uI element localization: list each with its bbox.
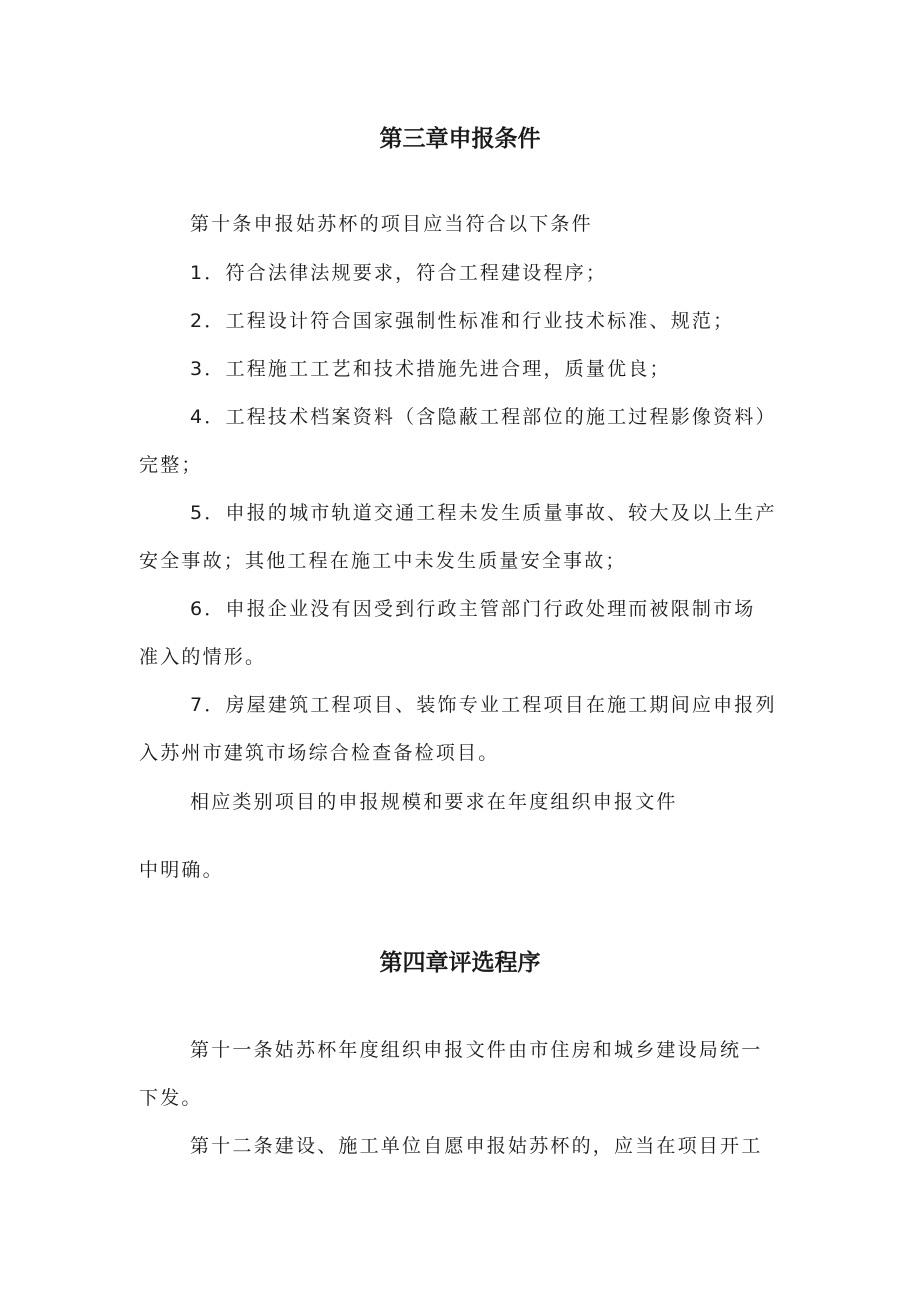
condition-item-4-line-1: 4．工程技术档案资料（含隐蔽工程部位的施工过程影像资料） [190,406,777,428]
condition-item-6-line-2: 准入的情形。 [139,646,267,668]
scale-note-line-1: 相应类别项目的申报规模和要求在年度组织申报文件 [190,791,678,813]
chapter-3-title: 第三章申报条件 [379,126,541,152]
chapter-4-title: 第四章评选程序 [379,950,541,976]
condition-item-6-line-1: 6．申报企业没有因受到行政主管部门行政处理而被限制市场 [190,598,756,620]
scale-note-line-2: 中明确。 [139,859,224,881]
condition-item-3: 3．工程施工工艺和技术措施先进合理，质量优良； [190,358,671,380]
article-11-line-2: 下发。 [139,1087,203,1109]
condition-item-5-line-2: 安全事故；其他工程在施工中未发生质量安全事故； [139,550,627,572]
condition-item-5-line-1: 5．申报的城市轨道交通工程未发生质量事故、较大及以上生产 [190,502,777,524]
condition-item-2: 2．工程设计符合国家强制性标准和行业技术标准、规范； [190,310,735,332]
condition-item-1: 1．符合法律法规要求，符合工程建设程序； [190,262,608,284]
article-10-text: 第十条申报姑苏杯的项目应当符合以下条件 [190,213,593,235]
condition-item-4-line-2: 完整； [139,454,203,476]
condition-item-7-line-1: 7．房屋建筑工程项目、装饰专业工程项目在施工期间应申报列 [190,694,777,716]
article-11-line-1: 第十一条姑苏杯年度组织申报文件由市住房和城乡建设局统一 [190,1039,763,1061]
condition-item-7-line-2: 入苏州市建筑市场综合检查备检项目。 [139,742,500,764]
article-12-line-1: 第十二条建设、施工单位自愿申报姑苏杯的，应当在项目开工 [190,1135,763,1157]
